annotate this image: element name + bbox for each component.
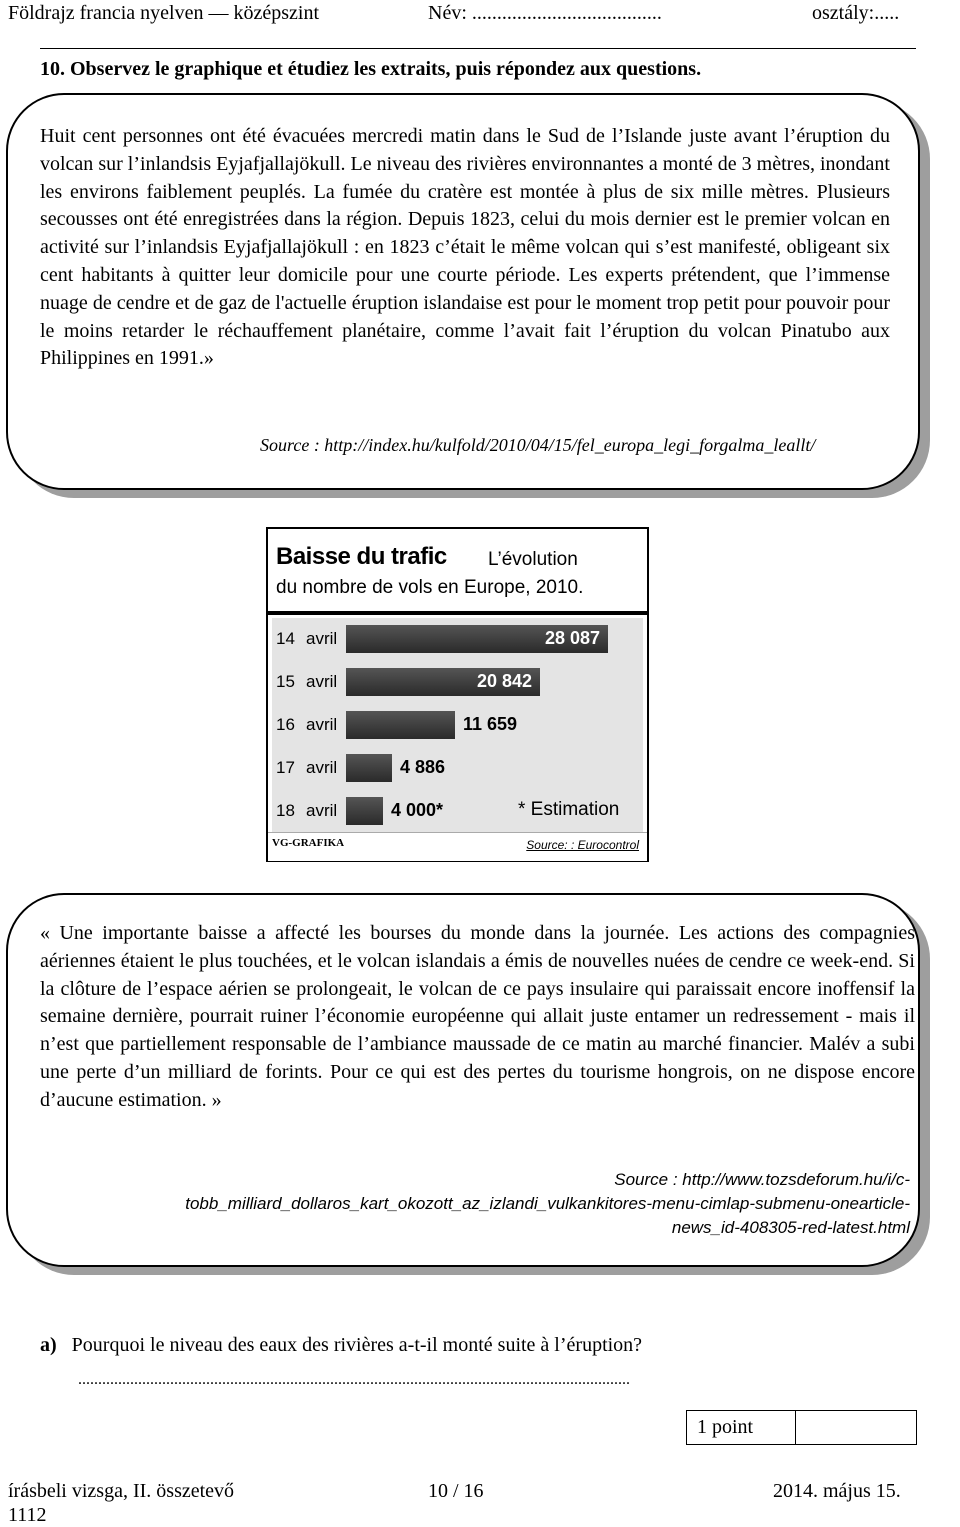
header-subject: Földrajz francia nyelven — középszint — [8, 2, 319, 24]
chart-tick-month: avril — [306, 672, 338, 691]
chart-tick-day: 18 — [276, 801, 295, 820]
footer-code: 1112 — [8, 1504, 47, 1526]
points-box — [686, 1410, 917, 1445]
question-a-label: a) — [40, 1334, 57, 1356]
header-rule — [40, 48, 916, 49]
answer-line[interactable]: .......................................................................................................................................... — [78, 1371, 630, 1388]
chart-tick-month: avril — [306, 801, 338, 820]
footer-page: 10 / 16 — [428, 1480, 484, 1502]
question-title: 10. Observez le graphique et étudiez les extraits, puis répondez aux questions. — [40, 58, 702, 80]
points-score-field[interactable] — [795, 1411, 796, 1444]
chart-data-label: 28 087 — [544, 628, 600, 648]
chart-tick-day: 14 — [276, 629, 295, 648]
chart-title: Baisse du trafic — [276, 543, 447, 570]
chart-tick-day: 15 — [276, 672, 295, 691]
chart-tick-month: avril — [306, 715, 338, 734]
chart-source: Source: : Eurocontrol — [526, 838, 639, 852]
chart-data-label: 4 886 — [400, 757, 446, 777]
chart-data-label: 11 659 — [463, 714, 518, 734]
chart-bar — [346, 797, 383, 825]
footer-date: 2014. május 15. — [773, 1480, 901, 1502]
footer-exam: írásbeli vizsga, II. összetevő — [8, 1480, 235, 1502]
chart-bar — [346, 711, 455, 739]
chart-subtitle-1: L’évolution — [488, 549, 578, 570]
chart-estimation-note: * Estimation — [518, 799, 620, 820]
traffic-chart — [266, 527, 649, 862]
chart-data-label: 4 000* — [391, 800, 444, 820]
chart-subtitle-2: du nombre de vols en Europe, 2010. — [276, 577, 584, 598]
extract-2-box — [6, 893, 920, 1267]
extract-2-text: « Une importante baisse a affecté les bourses du monde dans la journée. Les actions des compagnies aériennes étaient le plus touchées, et le volcan islandais a émis de nouvelles nuées de cendre ce week-end. Si la clôture de l’espace aérien se prolongeait, le volcan de ce pays insulaire qui paraissait encore inoffensif la semaine dernière, pourrait ruiner l’économie européenne qui allait juste entamer un redressement - mais il n’est que partiellement responsable de l’ambiance maussade de ce matin au marché financier. Malév a subi une perte d’un milliard de forints. Pour ce qui est des pertes du tourisme hongrois, on ne dispose encore d’aucune estimation. » — [40, 922, 915, 1111]
points-label: 1 point — [697, 1416, 754, 1438]
chart-data-label: 20 842 — [476, 671, 532, 691]
question-a-text: Pourquoi le niveau des eaux des rivières a-t-il monté suite à l’éruption? — [71, 1334, 643, 1356]
extract-2-source-line-3: news_id-408305-red-latest.html — [671, 1218, 910, 1237]
extract-2-source-line-1: Source : http://www.tozsdeforum.hu/i/c- — [614, 1170, 910, 1189]
header-class-field: osztály:..... — [812, 2, 900, 24]
header-name-field: Név: ...................................... — [428, 2, 662, 24]
extract-1-box — [6, 93, 920, 490]
chart-tick-day: 17 — [276, 758, 295, 777]
chart-bar — [346, 754, 392, 782]
question-a — [40, 1334, 642, 1357]
extract-1-text: Huit cent personnes ont été évacuées mercredi matin dans le Sud de l’Islande juste avant l’éruption du volcan sur l’inlandsis Eyjafjallajökull. Le niveau des rivières environnantes a monté de 3 mètres, inondant les environs faiblement peuplés. La fumée du cratère est montée à plus de six mille mètres. Plusieurs secousses ont été enregistrées dans la région. Depuis 1823, celui du mois dernier est le premier volcan en activité sur l’inlandsis Eyjafjallajökull : en 1823 c’était le même volcan qui s’est manifesté, obligeant six cent habitants à quitter leur domicile pour une courte période. Les experts prétendent, que l’immense nuage de cendre et de gaz de l'actuelle éruption islandaise est pour le moment trop petit pour pouvoir pour le moins retarder le réchauffement planétaire, comme l’avait fait l’éruption du volcan Pinatubo aux Philippines en 1991.» — [40, 125, 890, 370]
chart-brand: VG-GRAFIKA — [272, 837, 345, 849]
chart-title-rule — [268, 611, 647, 615]
extract-1-source: Source : http://index.hu/kulfold/2010/04/15/fel_europa_legi_forgalma_leallt/ — [260, 435, 816, 455]
chart-tick-day: 16 — [276, 715, 295, 734]
extract-2-source-line-2: tobb_milliard_dollaros_kart_okozott_az_izlandi_vulkankitores-menu-cimlap-submenu-onearticle- — [185, 1194, 910, 1213]
chart-tick-month: avril — [306, 758, 338, 777]
chart-tick-month: avril — [306, 629, 338, 648]
extract-2-source — [30, 1168, 910, 1240]
